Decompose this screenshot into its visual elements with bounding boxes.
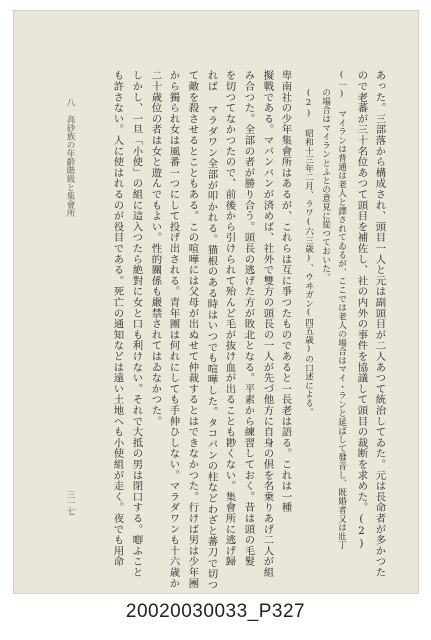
text-column: ので老蕃が三十名位あつて頭目を補佐し、社の内外の事件を協議して頭目の裁断を求めた。(2) — [355, 70, 368, 550]
text-column: を切つてなかつたので、前後から引けられて殆んど毛が抜け血が出ることも尠くない。集會所に逃げ歸 — [223, 70, 236, 567]
text-column: 擬戰である。マバンバンが済めば、社外で雙方の頭長の一人が先づ他方に自身の倶を名乗りあげ二人が組 — [261, 70, 274, 578]
text-column: て敵を殺させるとこともある。この喧嘩には父母が出ぬせて仲裁するとはできなかつた。行けば男は少年團 — [186, 70, 199, 589]
text-column: 卑南社の少年集會所はあるが、これらは互に爭つたものであると一長老は語る。これは一種 — [279, 70, 292, 513]
text-column: (2) 昭和十三年二月、ラワ(六三歳)、ウヰガン(四五歳)の口述による。 — [303, 88, 314, 416]
running-head: 八 高砂族の年齡階級と集會所 — [65, 98, 75, 217]
text-column: れば マラダワン全部が叩かれる。猫根のある時はいつでも喧嘩した。タコバンの柱などわざと蕃刀で切つ — [205, 70, 218, 590]
page-number: 三一七 — [65, 490, 75, 516]
text-column: しかし、一旦「小使」の組に這入つたら絶對に女と口も利けない。それで大抵の男は閉口する。喞ふこと — [130, 70, 143, 578]
text-column: (一) マイランは普通は老人と譯されてゐるが、ここでは老人の場合はマイ・ランと延ばして發音し、既婚者又は壯丁 — [336, 70, 347, 550]
text-column: あった。三部落から構成され、頭目一人と元は副頭目が二人あつて統治してゐた。元は長命者が多かつた — [373, 70, 386, 578]
text-column: から獨られ女は風番一つにして投げ出される。青年團は何れにしても手伸ひしない。マラダワンも十六歳か — [167, 70, 180, 589]
text-column: み合つた。全部の者が勝り合う。頭長の逃げた方が敗北となる。平素から練習しておく。昔は頭の毛髮 — [242, 70, 255, 567]
image-caption: 20020030033_P327 — [125, 601, 306, 622]
text-column: も許さない。人に使はれるのが役目である。死亡の通知などは遠い土地へも小使組が走く。夜でも用命 — [111, 70, 124, 567]
text-column: 二十歳位の者は女と遊んでもよい。性的關係も嚴禁されてはゐなかつた。 — [149, 70, 162, 427]
text-column: の場合はマイランとふとの意見に從つておいた。 — [320, 88, 331, 282]
